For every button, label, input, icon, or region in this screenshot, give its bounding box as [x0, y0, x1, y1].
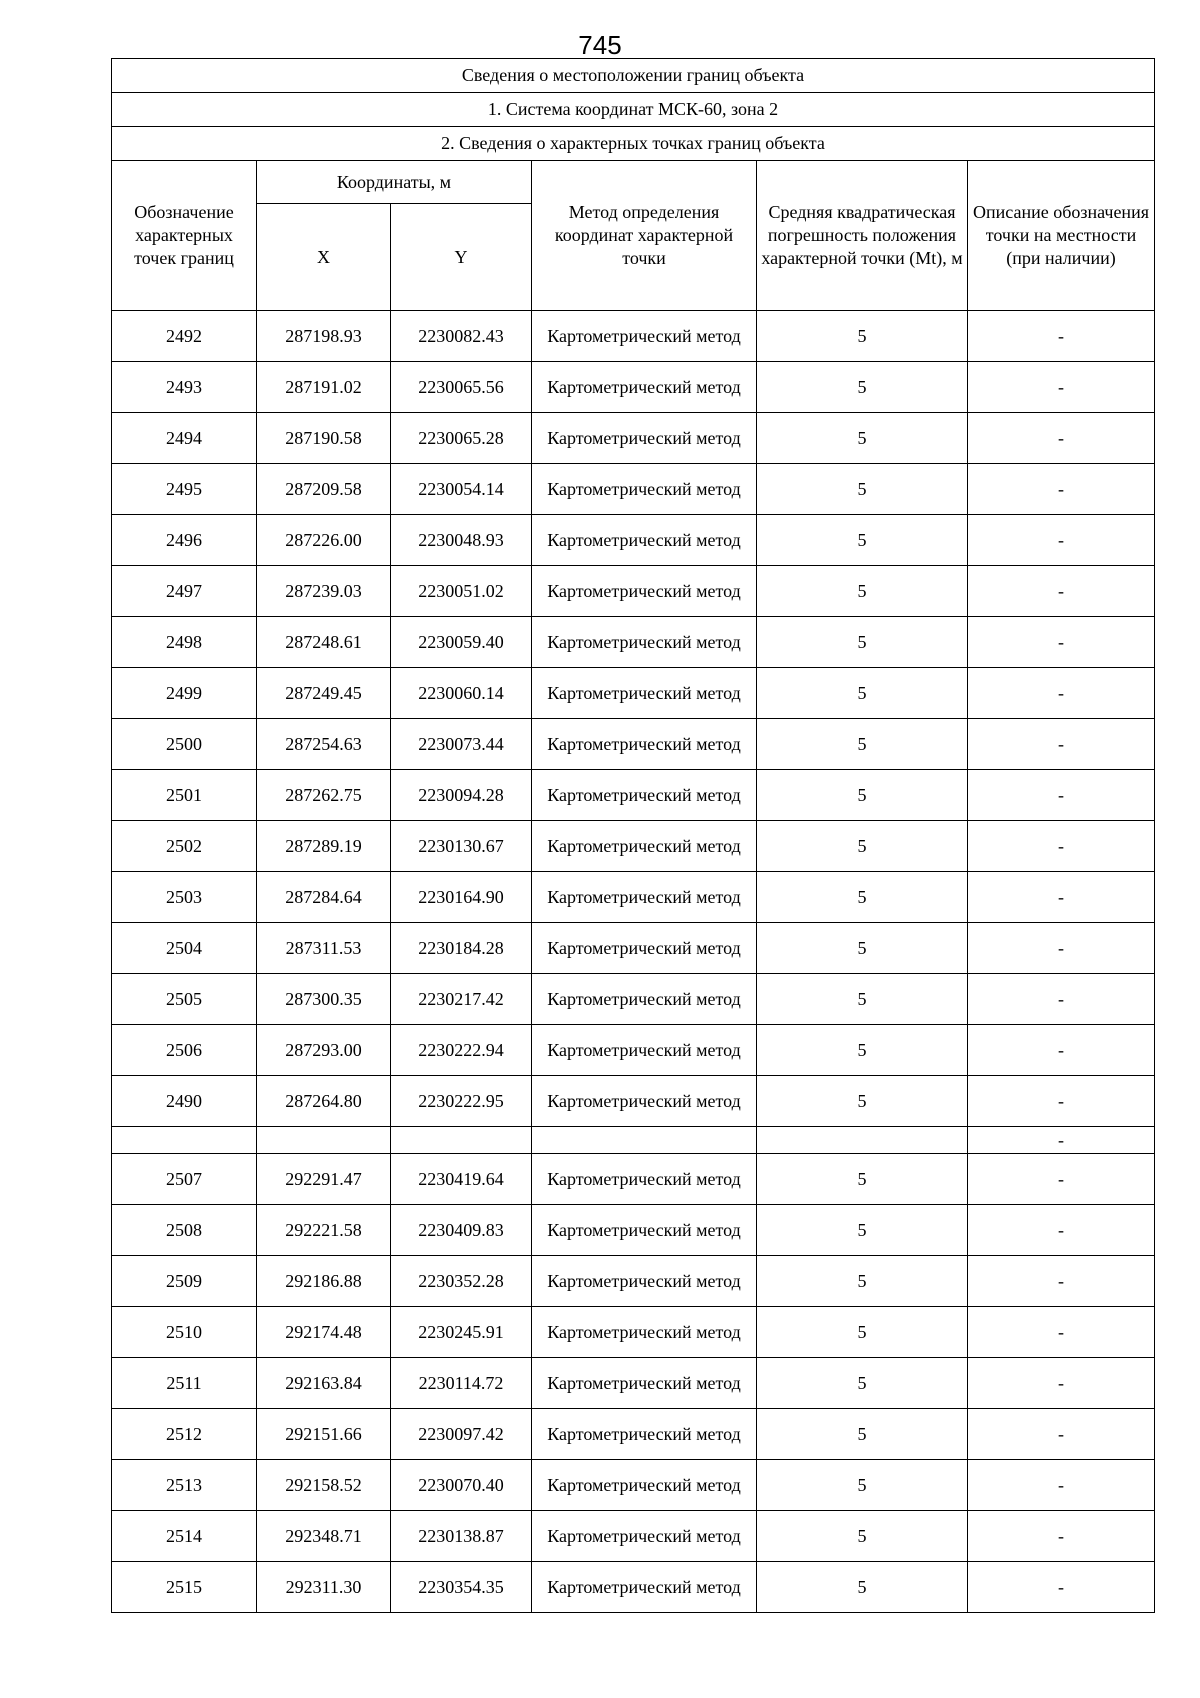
cell-y: 2230352.28 [391, 1256, 532, 1307]
table-row [112, 1307, 1155, 1358]
cell-method: Картометрический метод [532, 1076, 757, 1127]
cell-point-id: 2513 [112, 1460, 257, 1511]
table-row [112, 1076, 1155, 1127]
cell-error: 5 [757, 1562, 968, 1613]
cell-description: - [968, 311, 1155, 362]
cell-y: 2230114.72 [391, 1358, 532, 1409]
cell-description: - [968, 770, 1155, 821]
cell-point-id: 2510 [112, 1307, 257, 1358]
cell-x: 287248.61 [257, 617, 391, 668]
cell-description: - [968, 362, 1155, 413]
cell-method: Картометрический метод [532, 719, 757, 770]
cell-method: Картометрический метод [532, 413, 757, 464]
cell-y: 2230184.28 [391, 923, 532, 974]
cell-y: 2230222.94 [391, 1025, 532, 1076]
cell-x: 292221.58 [257, 1205, 391, 1256]
cell-description: - [968, 1025, 1155, 1076]
cell-point-id: 2497 [112, 566, 257, 617]
cell-point-id: 2507 [112, 1154, 257, 1205]
cell-method: Картометрический метод [532, 566, 757, 617]
cell-error: 5 [757, 1076, 968, 1127]
cell-method: Картометрический метод [532, 617, 757, 668]
cell-error: 5 [757, 770, 968, 821]
cell-method: Картометрический метод [532, 1562, 757, 1613]
table-row [112, 1256, 1155, 1307]
table-row [112, 821, 1155, 872]
cell-error: 5 [757, 362, 968, 413]
header-error: Средняя квадратическая погрешность положения характерной точки (Mt), м [757, 161, 968, 311]
cell-description: - [968, 1127, 1155, 1154]
title-row-main [112, 59, 1155, 93]
cell-point-id: 2492 [112, 311, 257, 362]
cell-point-id: 2515 [112, 1562, 257, 1613]
table-row [112, 1511, 1155, 1562]
table-row [112, 1154, 1155, 1205]
cell-point-id [112, 1127, 257, 1154]
cell-method: Картометрический метод [532, 311, 757, 362]
cell-x: 287254.63 [257, 719, 391, 770]
table-row [112, 515, 1155, 566]
cell-y: 2230354.35 [391, 1562, 532, 1613]
cell-point-id: 2500 [112, 719, 257, 770]
cell-error: 5 [757, 1256, 968, 1307]
cell-description: - [968, 515, 1155, 566]
cell-y: 2230164.90 [391, 872, 532, 923]
cell-point-id: 2494 [112, 413, 257, 464]
cell-description: - [968, 974, 1155, 1025]
cell-description: - [968, 1256, 1155, 1307]
cell-point-id: 2495 [112, 464, 257, 515]
table-body [112, 311, 1155, 1613]
table-row [112, 413, 1155, 464]
cell-description: - [968, 413, 1155, 464]
cell-description: - [968, 923, 1155, 974]
cell-method: Картометрический метод [532, 974, 757, 1025]
cell-description: - [968, 1409, 1155, 1460]
cell-point-id: 2506 [112, 1025, 257, 1076]
cell-description: - [968, 1358, 1155, 1409]
cell-x: 287198.93 [257, 311, 391, 362]
table-row [112, 668, 1155, 719]
cell-point-id: 2493 [112, 362, 257, 413]
cell-point-id: 2498 [112, 617, 257, 668]
table-row [112, 923, 1155, 974]
cell-method: Картометрический метод [532, 668, 757, 719]
cell-error: 5 [757, 1358, 968, 1409]
table-row [112, 872, 1155, 923]
cell-description: - [968, 1460, 1155, 1511]
cell-point-id: 2503 [112, 872, 257, 923]
cell-error: 5 [757, 872, 968, 923]
cell-point-id: 2511 [112, 1358, 257, 1409]
table-row [112, 1460, 1155, 1511]
cell-method: Картометрический метод [532, 1205, 757, 1256]
cell-method: Картометрический метод [532, 1154, 757, 1205]
title-row-points [112, 127, 1155, 161]
table-row [112, 974, 1155, 1025]
cell-error: 5 [757, 1154, 968, 1205]
cell-description: - [968, 872, 1155, 923]
cell-description: - [968, 668, 1155, 719]
cell-error: 5 [757, 311, 968, 362]
table-title-main: Сведения о местоположении границ объекта [112, 59, 1155, 93]
cell-y: 2230051.02 [391, 566, 532, 617]
cell-y [391, 1127, 532, 1154]
cell-point-id: 2505 [112, 974, 257, 1025]
cell-error: 5 [757, 1460, 968, 1511]
cell-point-id: 2508 [112, 1205, 257, 1256]
table-row [112, 770, 1155, 821]
cell-x: 287226.00 [257, 515, 391, 566]
cell-x: 287191.02 [257, 362, 391, 413]
cell-point-id: 2514 [112, 1511, 257, 1562]
cell-method: Картометрический метод [532, 1025, 757, 1076]
cell-x: 292291.47 [257, 1154, 391, 1205]
cell-method: Картометрический метод [532, 872, 757, 923]
cell-method: Картометрический метод [532, 770, 757, 821]
cell-description: - [968, 566, 1155, 617]
cell-y: 2230130.67 [391, 821, 532, 872]
cell-y: 2230217.42 [391, 974, 532, 1025]
cell-x: 287311.53 [257, 923, 391, 974]
table-row [112, 1127, 1155, 1154]
cell-x: 287289.19 [257, 821, 391, 872]
cell-y: 2230082.43 [391, 311, 532, 362]
cell-error [757, 1127, 968, 1154]
cell-point-id: 2499 [112, 668, 257, 719]
cell-x: 287284.64 [257, 872, 391, 923]
title-row-system [112, 93, 1155, 127]
cell-x: 292311.30 [257, 1562, 391, 1613]
page-number: 745 [578, 30, 622, 60]
cell-y: 2230059.40 [391, 617, 532, 668]
table-row [112, 311, 1155, 362]
cell-description: - [968, 821, 1155, 872]
points-section-title: 2. Сведения о характерных точках границ объекта [112, 127, 1155, 161]
cell-x [257, 1127, 391, 1154]
cell-x: 287209.58 [257, 464, 391, 515]
cell-error: 5 [757, 1511, 968, 1562]
table-row [112, 1205, 1155, 1256]
cell-y: 2230054.14 [391, 464, 532, 515]
table-row [112, 617, 1155, 668]
cell-method: Картометрический метод [532, 1358, 757, 1409]
cell-method: Картометрический метод [532, 1409, 757, 1460]
coordinates-table [111, 58, 1155, 1613]
coordinate-system-title: 1. Система координат МСК-60, зона 2 [112, 93, 1155, 127]
cell-description: - [968, 464, 1155, 515]
cell-error: 5 [757, 566, 968, 617]
cell-point-id: 2504 [112, 923, 257, 974]
cell-description: - [968, 1076, 1155, 1127]
cell-method: Картометрический метод [532, 1460, 757, 1511]
cell-error: 5 [757, 413, 968, 464]
cell-x: 292158.52 [257, 1460, 391, 1511]
cell-x: 292174.48 [257, 1307, 391, 1358]
cell-error: 5 [757, 515, 968, 566]
cell-y: 2230048.93 [391, 515, 532, 566]
cell-method: Картометрический метод [532, 1256, 757, 1307]
cell-x: 287264.80 [257, 1076, 391, 1127]
cell-error: 5 [757, 1307, 968, 1358]
cell-error: 5 [757, 719, 968, 770]
cell-error: 5 [757, 974, 968, 1025]
cell-y: 2230060.14 [391, 668, 532, 719]
cell-y: 2230419.64 [391, 1154, 532, 1205]
cell-method: Картометрический метод [532, 515, 757, 566]
header-description: Описание обозначения точки на местности (при наличии) [968, 161, 1155, 311]
cell-point-id: 2490 [112, 1076, 257, 1127]
cell-y: 2230073.44 [391, 719, 532, 770]
cell-method: Картометрический метод [532, 1307, 757, 1358]
cell-y: 2230222.95 [391, 1076, 532, 1127]
cell-point-id: 2496 [112, 515, 257, 566]
cell-y: 2230138.87 [391, 1511, 532, 1562]
table-row [112, 1025, 1155, 1076]
cell-description: - [968, 617, 1155, 668]
cell-method: Картометрический метод [532, 362, 757, 413]
table-row [112, 1358, 1155, 1409]
cell-y: 2230409.83 [391, 1205, 532, 1256]
cell-description: - [968, 1154, 1155, 1205]
cell-point-id: 2512 [112, 1409, 257, 1460]
header-designation: Обозначение характерных точек границ [112, 161, 257, 311]
cell-method: Картометрический метод [532, 1511, 757, 1562]
cell-method [532, 1127, 757, 1154]
cell-point-id: 2502 [112, 821, 257, 872]
table-row [112, 464, 1155, 515]
cell-description: - [968, 1511, 1155, 1562]
cell-method: Картометрический метод [532, 464, 757, 515]
table-row [112, 1562, 1155, 1613]
cell-x: 292151.66 [257, 1409, 391, 1460]
table-row [112, 566, 1155, 617]
cell-y: 2230065.28 [391, 413, 532, 464]
cell-description: - [968, 1205, 1155, 1256]
cell-description: - [968, 1307, 1155, 1358]
cell-method: Картометрический метод [532, 923, 757, 974]
cell-description: - [968, 719, 1155, 770]
cell-point-id: 2509 [112, 1256, 257, 1307]
header-y: Y [391, 204, 532, 311]
cell-x: 287190.58 [257, 413, 391, 464]
cell-x: 287239.03 [257, 566, 391, 617]
table-row [112, 719, 1155, 770]
cell-y: 2230070.40 [391, 1460, 532, 1511]
cell-error: 5 [757, 617, 968, 668]
cell-method: Картометрический метод [532, 821, 757, 872]
cell-x: 287249.45 [257, 668, 391, 719]
header-row-1 [112, 161, 1155, 204]
header-coordinates: Координаты, м [257, 161, 532, 204]
header-x: X [257, 204, 391, 311]
cell-error: 5 [757, 668, 968, 719]
cell-error: 5 [757, 1205, 968, 1256]
header-method: Метод определения координат характерной точки [532, 161, 757, 311]
cell-x: 287262.75 [257, 770, 391, 821]
cell-y: 2230065.56 [391, 362, 532, 413]
cell-y: 2230245.91 [391, 1307, 532, 1358]
cell-error: 5 [757, 1409, 968, 1460]
cell-x: 287300.35 [257, 974, 391, 1025]
cell-x: 287293.00 [257, 1025, 391, 1076]
cell-x: 292186.88 [257, 1256, 391, 1307]
cell-x: 292163.84 [257, 1358, 391, 1409]
cell-x: 292348.71 [257, 1511, 391, 1562]
cell-y: 2230094.28 [391, 770, 532, 821]
cell-description: - [968, 1562, 1155, 1613]
table-row [112, 362, 1155, 413]
cell-y: 2230097.42 [391, 1409, 532, 1460]
table-row [112, 1409, 1155, 1460]
cell-error: 5 [757, 1025, 968, 1076]
cell-error: 5 [757, 464, 968, 515]
cell-error: 5 [757, 821, 968, 872]
cell-error: 5 [757, 923, 968, 974]
cell-point-id: 2501 [112, 770, 257, 821]
